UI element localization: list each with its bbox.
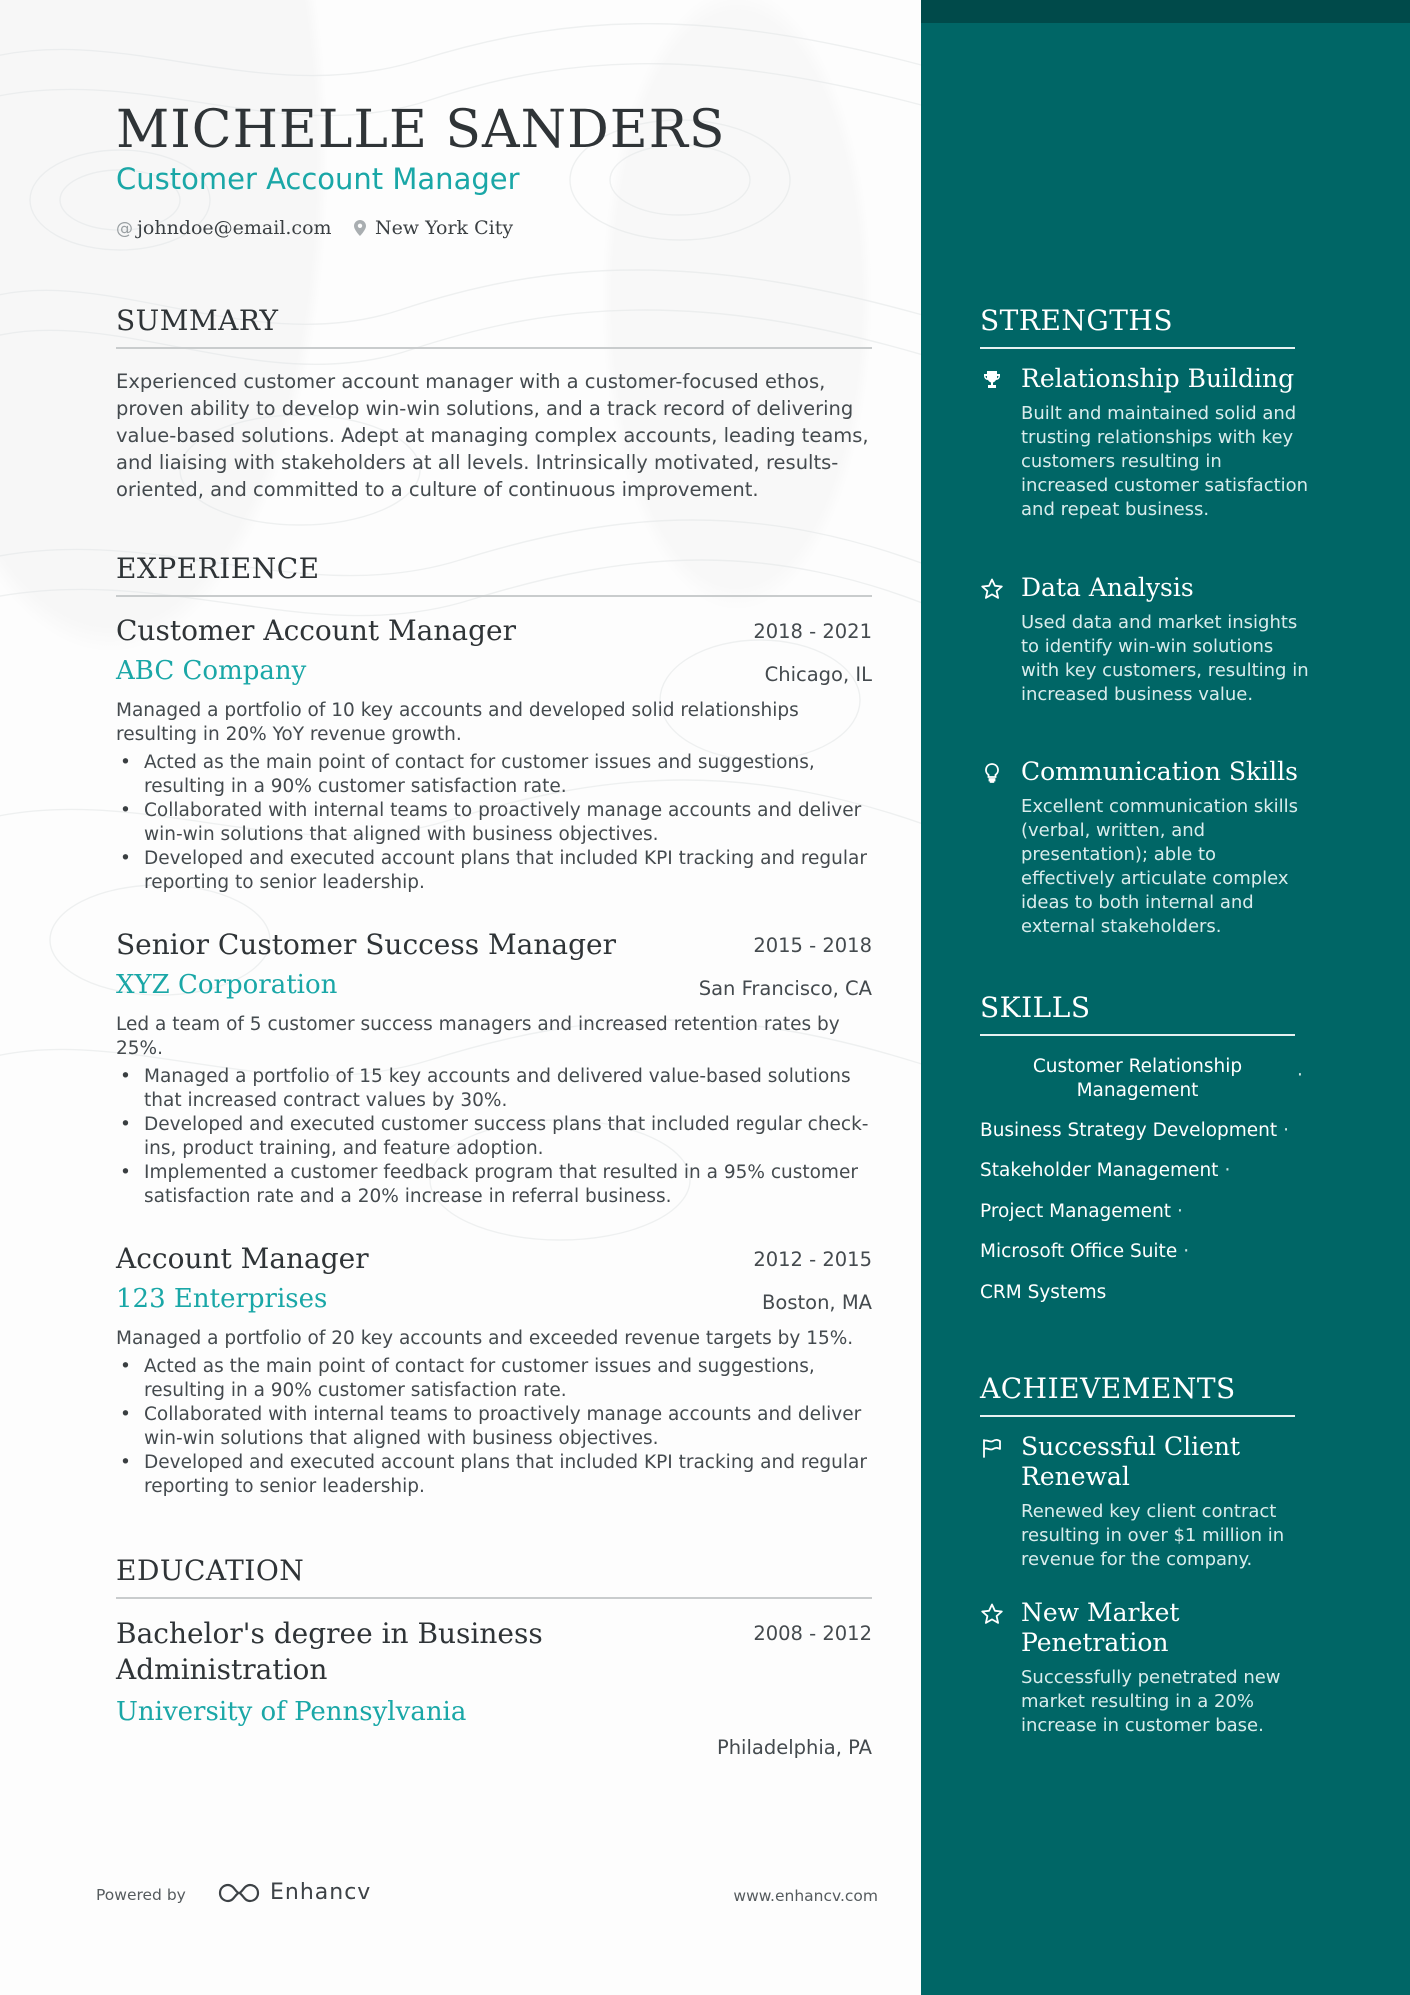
job-description: Managed a portfolio of 20 key accounts and exceeded revenue targets by 15%.	[116, 1328, 854, 1349]
strength-text: Used data and market insights to identify win-win solutions with key customers, resulting in increased business value.	[1021, 612, 1309, 705]
skills-heading: SKILLS	[980, 991, 1295, 1036]
job-entry	[116, 1242, 872, 1499]
strength-item	[980, 364, 1310, 522]
experience-heading: EXPERIENCE	[116, 552, 872, 597]
job-bullet: • Developed and executed account plans that included KPI tracking and regular reporting to senior leadership.	[116, 1451, 872, 1499]
skill-label: Stakeholder Management	[980, 1160, 1219, 1181]
skill-item	[980, 1055, 1295, 1103]
location-text: New York City	[374, 217, 514, 239]
location-contact	[354, 217, 514, 239]
sidebar-top-bar	[921, 0, 1410, 23]
skill-label: Microsoft Office Suite	[980, 1241, 1178, 1262]
skill-label: Project Management	[980, 1201, 1172, 1222]
job-bullet: • Collaborated with internal teams to proactively manage accounts and deliver win-win solutions that aligned with business objectives.	[116, 799, 872, 847]
strength-title: Data Analysis	[1021, 573, 1194, 602]
achievements-heading: ACHIEVEMENTS	[980, 1372, 1295, 1417]
job-title: Account Manager	[116, 1242, 369, 1275]
job-title: Senior Customer Success Manager	[116, 928, 616, 961]
enhancv-logo-icon	[216, 1881, 262, 1905]
job-dates: 2018 - 2021	[753, 620, 872, 643]
education-dates: 2008 - 2012	[753, 1622, 872, 1645]
skill-item	[980, 1201, 1183, 1222]
powered-by-label: Powered by	[96, 1886, 186, 1904]
skill-separator: ·	[1297, 1065, 1303, 1086]
strength-item	[980, 757, 1310, 939]
skill-label: Customer Relationship Management	[1032, 1056, 1243, 1101]
skill-separator: ·	[1283, 1120, 1290, 1141]
job-company: XYZ Corporation	[116, 970, 338, 1000]
job-bullet: • Managed a portfolio of 15 key accounts and delivered value-based solutions that increased contract values by 30%.	[116, 1065, 872, 1113]
job-bullets	[116, 751, 872, 895]
job-dates: 2012 - 2015	[753, 1248, 872, 1271]
job-bullet: • Developed and executed customer success plans that included regular check-ins, product training, and feature adoption.	[116, 1113, 872, 1161]
job-bullet: • Acted as the main point of contact for customer issues and suggestions, resulting in a 90% customer satisfaction rate.	[116, 1355, 872, 1403]
achievement-text: Renewed key client contract resulting in over $1 million in revenue for the company.	[1021, 1501, 1285, 1570]
at-icon: @	[116, 219, 133, 239]
job-bullets	[116, 1065, 872, 1209]
education-heading: EDUCATION	[116, 1554, 872, 1599]
location-pin-icon	[354, 219, 371, 239]
job-bullet: • Acted as the main point of contact for customer issues and suggestions, resulting in a 90% customer satisfaction rate.	[116, 751, 872, 799]
strength-text: Excellent communication skills (verbal, written, and presentation); able to effectively articulate complex ideas to both internal and external stakeholders.	[1021, 796, 1299, 937]
skill-item	[980, 1241, 1189, 1262]
job-company: 123 Enterprises	[116, 1284, 328, 1314]
footer	[96, 1880, 878, 1910]
skill-label: CRM Systems	[980, 1282, 1107, 1303]
strength-text: Built and maintained solid and trusting relationships with key customers resulting in increased customer satisfaction and repeat business.	[1021, 403, 1309, 520]
job-description: Led a team of 5 customer success managers and increased retention rates by 25%.	[116, 1014, 840, 1059]
job-bullet: • Implemented a customer feedback program that resulted in a 95% customer satisfaction rate and a 20% increase in referral business.	[116, 1161, 872, 1209]
enhancv-brand: Enhancv	[270, 1880, 372, 1905]
sidebar	[921, 0, 1410, 1995]
star-icon	[980, 577, 1004, 601]
email-text: johndoe@email.com	[137, 217, 332, 239]
skill-separator: ·	[1177, 1201, 1183, 1222]
job-bullets	[116, 1355, 872, 1499]
skill-label: Business Strategy Development	[980, 1120, 1278, 1141]
star-icon	[980, 1602, 1004, 1626]
job-location: Chicago, IL	[764, 663, 872, 686]
skill-separator: ·	[1224, 1160, 1231, 1181]
skill-item	[980, 1160, 1230, 1181]
job-bullet: • Developed and executed account plans that included KPI tracking and regular reporting to senior leadership.	[116, 847, 872, 895]
summary-text: Experienced customer account manager with a customer-focused ethos, proven ability to develop win-win solutions, and a track record of delivering value-based solutions. Adept at managing complex accounts, leading teams, and liaising with stakeholders at all levels. Intrinsically motivated, results-oriented, and committed to a culture of continuous improvement.	[116, 370, 869, 501]
skill-separator: ·	[1183, 1241, 1190, 1262]
trophy-icon	[980, 368, 1004, 392]
school-location: Philadelphia, PA	[716, 1736, 872, 1759]
strengths-heading: STRENGTHS	[980, 304, 1295, 349]
job-title: Customer Account Manager	[116, 614, 516, 647]
job-dates: 2015 - 2018	[753, 934, 872, 957]
flag-icon	[980, 1436, 1004, 1460]
candidate-name: MICHELLE SANDERS	[116, 100, 726, 160]
strength-item	[980, 573, 1310, 707]
strength-title: Relationship Building	[1021, 364, 1295, 393]
contact-info	[116, 217, 513, 239]
achievement-title: New Market Penetration	[1021, 1598, 1180, 1657]
job-entry	[116, 614, 872, 895]
email-contact[interactable]	[116, 217, 332, 239]
achievement-item	[980, 1598, 1310, 1738]
candidate-role: Customer Account Manager	[116, 162, 520, 196]
job-bullet: • Collaborated with internal teams to proactively manage accounts and deliver win-win solutions that aligned with business objectives.	[116, 1403, 872, 1451]
achievement-item	[980, 1432, 1310, 1572]
skills-list	[980, 1055, 1310, 1315]
achievement-text: Successfully penetrated new market resulting in a 20% increase in customer base.	[1021, 1667, 1281, 1736]
lightbulb-icon	[980, 761, 1004, 785]
enhancv-logo[interactable]	[216, 1880, 371, 1905]
skill-item	[980, 1120, 1289, 1141]
job-entry	[116, 928, 872, 1209]
summary-heading: SUMMARY	[116, 304, 872, 349]
job-company: ABC Company	[116, 656, 307, 686]
degree-title: Bachelor's degree in Business Administration	[116, 1617, 543, 1686]
school-name: University of Pennsylvania	[116, 1697, 467, 1727]
job-description: Managed a portfolio of 10 key accounts and developed solid relationships resulting in 20% YoY revenue growth.	[116, 700, 799, 745]
footer-url[interactable]: www.enhancv.com	[733, 1887, 878, 1905]
job-location: San Francisco, CA	[698, 977, 872, 1000]
skill-item	[980, 1282, 1106, 1303]
job-location: Boston, MA	[762, 1291, 872, 1314]
achievement-title: Successful Client Renewal	[1021, 1432, 1241, 1491]
education-entry	[116, 1616, 872, 1759]
strength-title: Communication Skills	[1021, 757, 1298, 786]
